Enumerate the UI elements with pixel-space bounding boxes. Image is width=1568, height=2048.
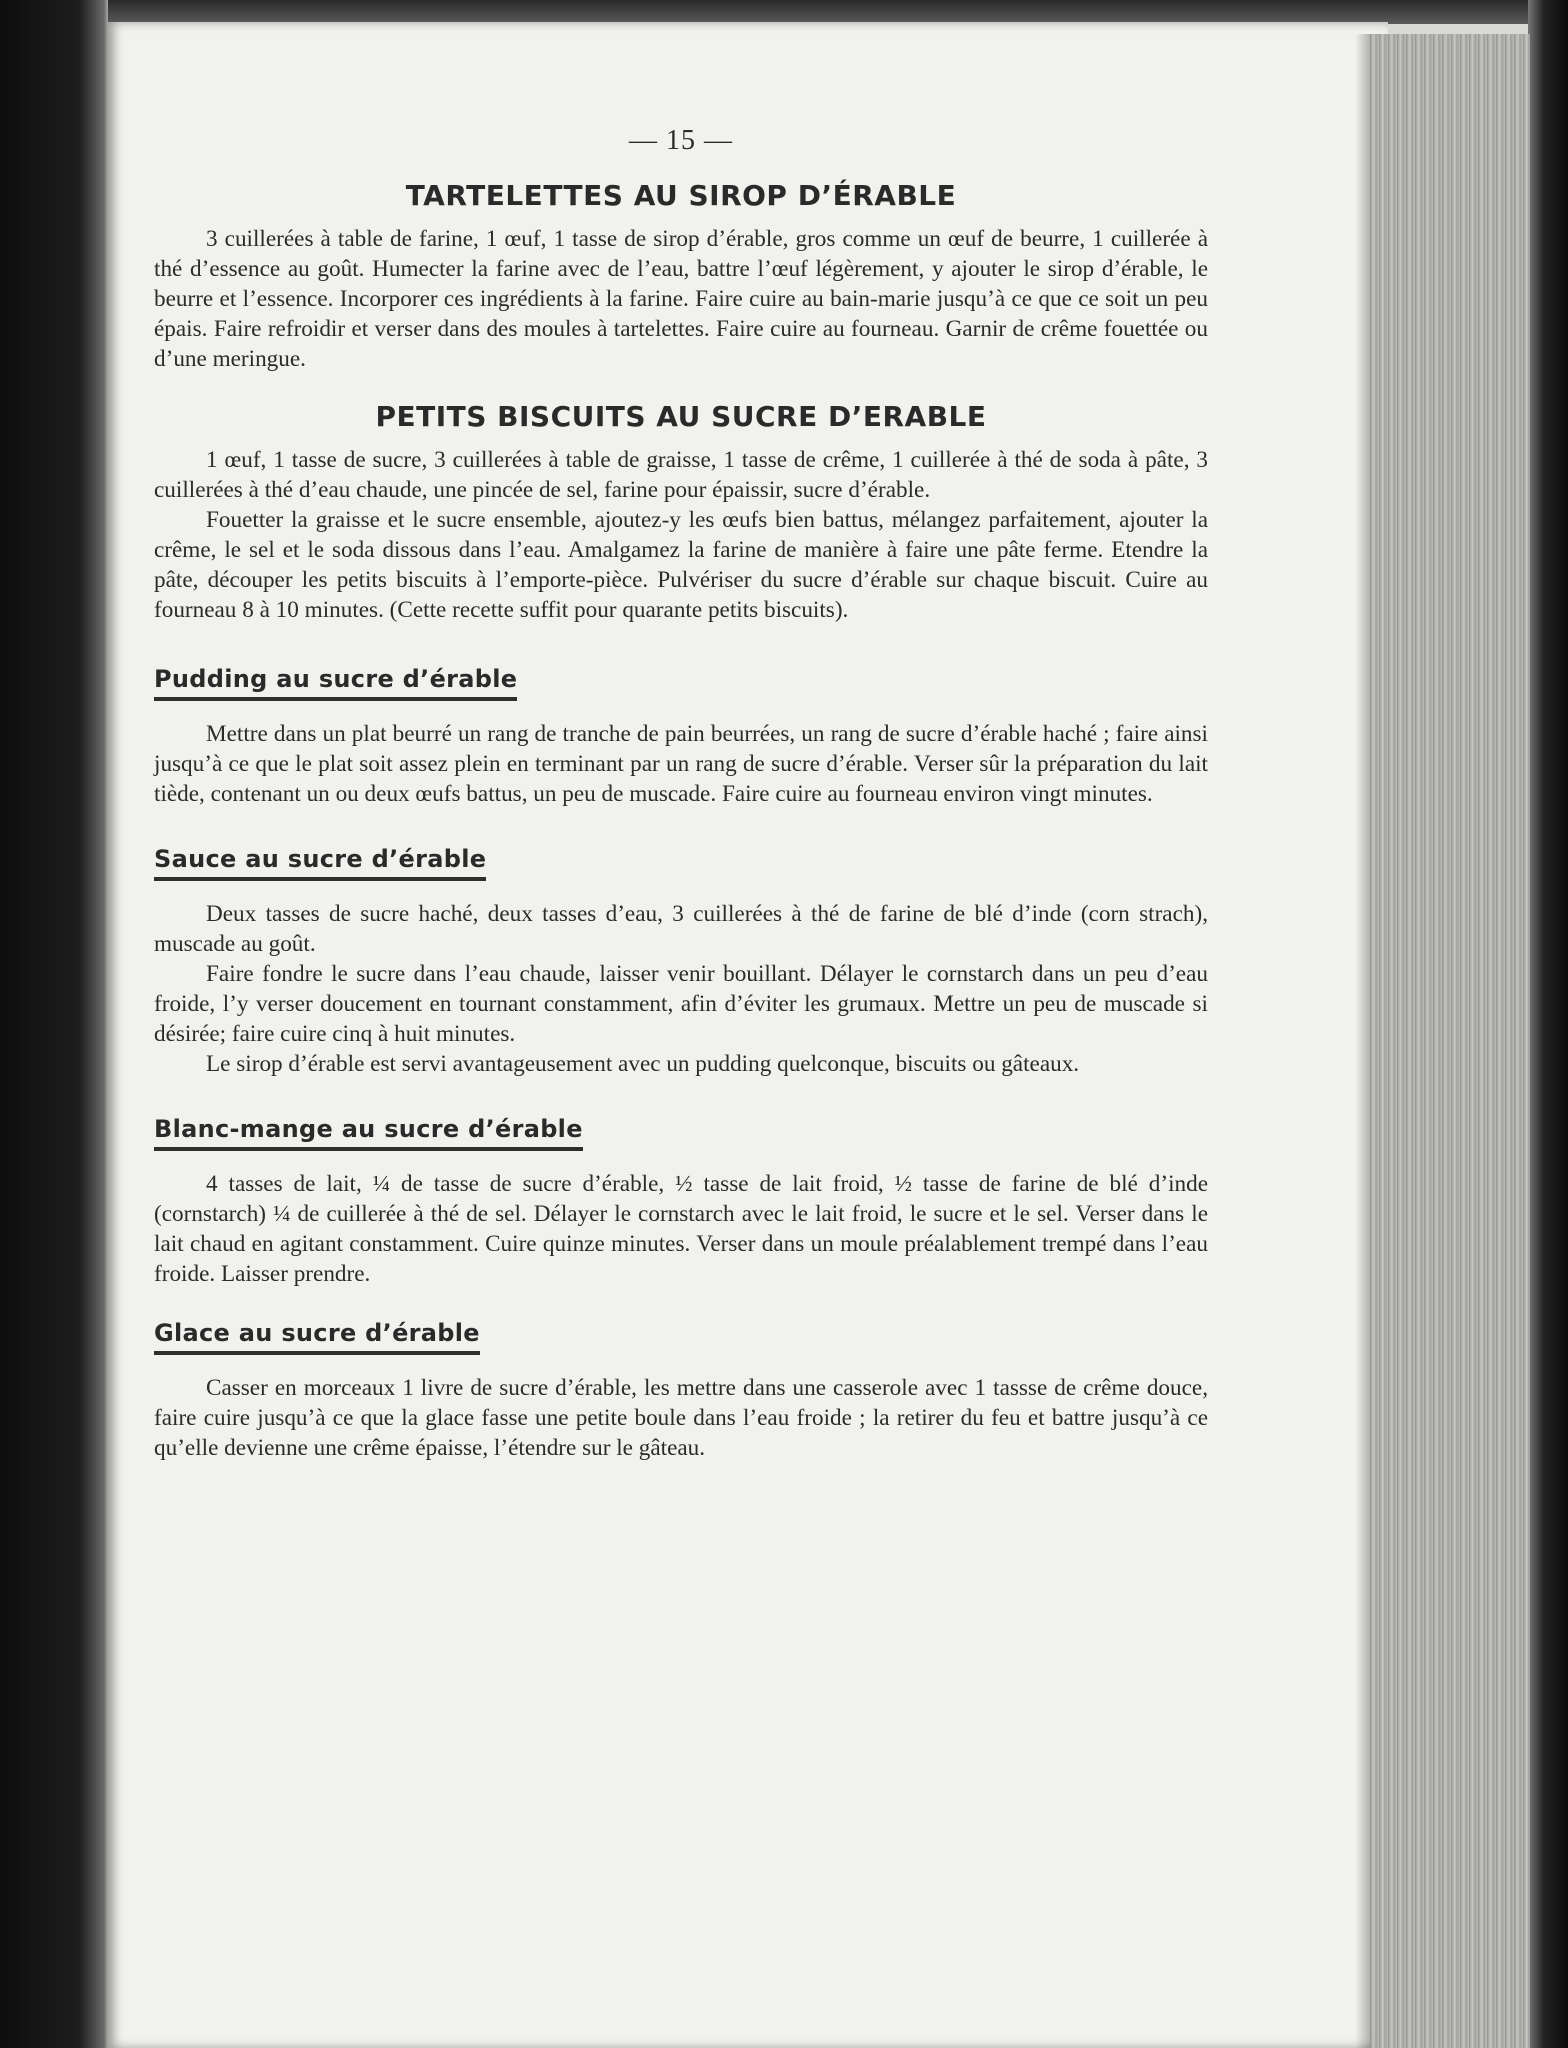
- recipe-title: TARTELETTES AU SIROP D’ÉRABLE: [405, 179, 957, 212]
- recipe-petits-biscuits: [154, 400, 1208, 625]
- recipe-glace: [154, 1319, 1208, 1463]
- recipe-title: Sauce au sucre d’érable: [154, 845, 486, 881]
- recipe-title: Blanc-mange au sucre d’érable: [154, 1115, 583, 1151]
- recipe-paragraph: Faire fondre le sucre dans l’eau chaude, laisser venir bouillant. Délayer le cornstarch dans un peu d’eau froide, l’y verser doucement en tournant constamment, afin d’éviter les grumaux. Mettre un peu de muscade si désirée; faire cuire cinq à huit minutes.: [154, 961, 1208, 1047]
- recipe-paragraph: Deux tasses de sucre haché, deux tasses d’eau, 3 cuillerées à thé de farine de blé d’inde (corn strach), muscade au goût.: [154, 901, 1208, 957]
- recipe-title: PETITS BISCUITS AU SUCRE D’ERABLE: [375, 400, 987, 433]
- recipe-pudding: [154, 665, 1208, 809]
- scan-border-top: [0, 0, 1568, 24]
- recipe-paragraph: Fouetter la graisse et le sucre ensemble, ajoutez-y les œufs bien battus, mélangez parfaitement, ajouter la crême, le sel et le soda dissous dans l’eau. Amalgamez la farine de manière à faire une pâte ferme. Etendre la pâte, découper les petits biscuits à l’emporte-pièce. Pulvériser du sucre d’érable sur chaque biscuit. Cuire au fourneau 8 à 10 minutes. (Cette recette suffit pour quarante petits biscuits).: [154, 507, 1208, 623]
- recipe-paragraph: 1 œuf, 1 tasse de sucre, 3 cuillerées à table de graisse, 1 tasse de crême, 1 cuillerée à thé de soda à pâte, 3 cuillerées à thé d’eau chaude, une pincée de sel, farine pour épaissir, sucre d’érable.: [154, 447, 1208, 503]
- recipe-sauce: [154, 845, 1208, 1079]
- recipe-paragraph: Mettre dans un plat beurré un rang de tranche de pain beurrées, un rang de sucre d’érable haché ; faire ainsi jusqu’à ce que le plat soit assez plein en terminant par un rang de sucre d’érable. Verser sûr la préparation du lait tiède, contenant un ou deux œufs battus, un peu de muscade. Faire cuire au fourneau environ vingt minutes.: [154, 721, 1208, 807]
- recipe-paragraph: 3 cuillerées à table de farine, 1 œuf, 1 tasse de sirop d’érable, gros comme un œuf de beurre, 1 cuillerée à thé d’essence au goût. Humecter la farine avec de l’eau, battre l’œuf légèrement, y ajouter le sirop d’érable, le beurre et l’essence. Incorporer ces ingrédients à la farine. Faire cuire au bain-marie jusqu’à ce que ce soit un peu épais. Faire refroidir et verser dans des moules à tartelettes. Faire cuire au fourneau. Garnir de crême fouettée ou d’une meringue.: [154, 226, 1208, 372]
- recipe-title: Pudding au sucre d’érable: [154, 665, 517, 701]
- recipe-paragraph: 4 tasses de lait, ¼ de tasse de sucre d’érable, ½ tasse de lait froid, ½ tasse de farine de blé d’inde (cornstarch) ¼ de cuillerée à thé de sel. Délayer le cornstarch avec le lait froid, le sucre et le sel. Verser dans le lait chaud en agitant constamment. Cuire quinze minutes. Verser dans un moule préalablement trempé dans l’eau froide. Laisser prendre.: [154, 1171, 1208, 1287]
- page-content: [154, 125, 1208, 1493]
- recipe-title: Glace au sucre d’érable: [154, 1319, 480, 1355]
- page-number: — 15 —: [629, 125, 733, 156]
- scan-border-left: [0, 0, 108, 2048]
- recipe-blanc-mange: [154, 1115, 1208, 1289]
- book-page-edges: [1370, 34, 1530, 2048]
- scan-border-right: [1528, 0, 1568, 2048]
- recipe-tartelettes: [154, 179, 1208, 374]
- recipe-paragraph: Le sirop d’érable est servi avantageusement avec un pudding quelconque, biscuits ou gâteaux.: [206, 1051, 1080, 1077]
- recipe-paragraph: Casser en morceaux 1 livre de sucre d’érable, les mettre dans une casserole avec 1 tassse de crême douce, faire cuire jusqu’à ce que la glace fasse une petite boule dans l’eau froide ; la retirer du feu et battre jusqu’à ce qu’elle devienne une crême épaisse, l’étendre sur le gâteau.: [154, 1375, 1208, 1461]
